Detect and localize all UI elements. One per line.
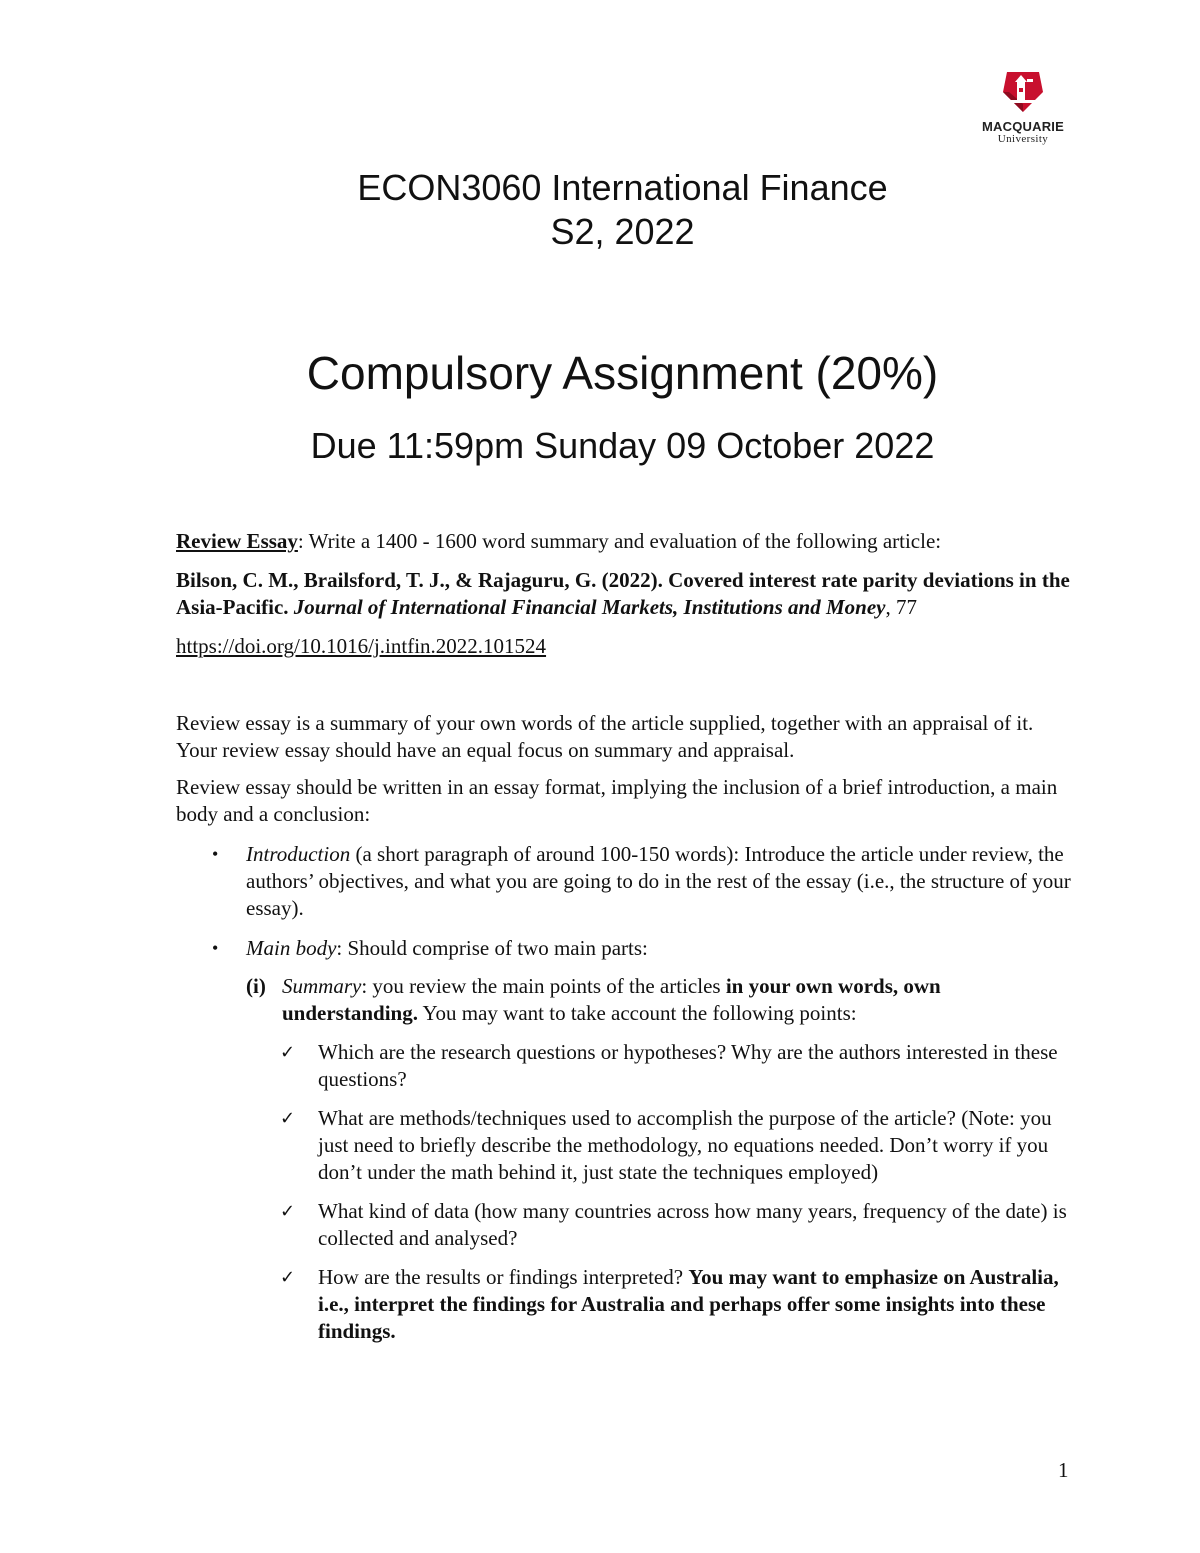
summary-text: : you review the main points of the articles — [361, 974, 726, 998]
review-essay-label: Review Essay — [176, 529, 298, 553]
summary-number: (i) — [246, 974, 266, 998]
course-name: ECON3060 International Finance — [357, 167, 888, 208]
citation-journal: Journal of International Financial Markets, Institutions and Money — [293, 595, 886, 619]
paragraph-2: Review essay should be written in an essay format, implying the inclusion of a brief introduction, a main body and a conclusion: — [176, 775, 1058, 826]
check-item — [176, 1198, 1076, 1252]
bullet-icon: • — [212, 844, 219, 864]
summary-text-2: You may want to take account the following points: — [417, 1001, 857, 1025]
course-title — [0, 166, 1200, 254]
check-bold-text: You may want to emphasize on Australia, i.e., interpret the findings for Australia and perhaps offer some insights into these findings. — [318, 1265, 1059, 1343]
macquarie-lighthouse-icon — [1001, 70, 1045, 114]
review-essay-text: : Write a 1400 - 1600 word summary and evaluation of the following article: — [297, 529, 942, 553]
checkmark-icon: ✓ — [280, 1267, 296, 1288]
checkmark-icon: ✓ — [280, 1201, 296, 1222]
check-text: Which are the research questions or hypotheses? Why are the authors interested in these questions? — [318, 1040, 1058, 1091]
review-essay-instruction — [176, 528, 1076, 555]
document-body — [176, 528, 1076, 1345]
summary-bold: in your own words, own understanding. — [282, 974, 941, 1025]
university-logo — [976, 70, 1070, 160]
logo-wordmark: MACQUARIE — [982, 119, 1064, 134]
check-item — [176, 1105, 1076, 1186]
check-text: What kind of data (how many countries across how many years, frequency of the date) is collected and analysed? — [318, 1199, 1067, 1250]
summary-item — [176, 973, 1076, 1027]
bullet-text: : Should comprise of two main parts: — [336, 936, 648, 960]
check-item — [176, 1264, 1076, 1345]
check-item — [176, 1039, 1076, 1093]
summary-term: Summary — [282, 974, 362, 998]
due-date: Due 11:59pm Sunday 09 October 2022 — [310, 425, 935, 466]
check-text: How are the results or findings interpreted? — [318, 1265, 689, 1289]
logo-subtitle: University — [997, 133, 1049, 145]
assignment-title: Compulsory Assignment (20%) — [306, 347, 939, 399]
citation-authors-title: Bilson, C. M., Brailsford, T. J., & Rajaguru, G. (2022). Covered interest rate parity deviations in the Asia-Pacific. — [176, 568, 1070, 619]
page-number: 1 — [1058, 1458, 1069, 1482]
bullet-term: Main body — [246, 936, 337, 960]
citation-volume: , 77 — [885, 595, 917, 619]
checkmark-icon: ✓ — [280, 1042, 296, 1063]
bullet-text: (a short paragraph of around 100-150 words): Introduce the article under review, the authors’ objectives, and what you are going to do in the rest of the essay (i.e., the structure of your essay). — [246, 842, 1071, 920]
course-term: S2, 2022 — [550, 211, 695, 252]
bullet-icon: • — [212, 938, 219, 958]
doi-link[interactable]: https://doi.org/10.1016/j.intfin.2022.101524 — [176, 634, 547, 658]
checkmark-icon: ✓ — [280, 1108, 296, 1129]
check-text: What are methods/techniques used to accomplish the purpose of the article? (Note: you just need to briefly describe the methodology, no equations needed. Don’t worry if you don’t under the math behind it, just state the techniques employed) — [318, 1106, 1052, 1184]
article-citation — [176, 567, 1076, 621]
bullet-introduction — [176, 841, 1076, 922]
bullet-term: Introduction — [246, 842, 351, 866]
bullet-main-body — [176, 935, 1076, 962]
paragraph-1: Review essay is a summary of your own words of the article supplied, together with an appraisal of it. Your review essay should have an equal focus on summary and appraisal. — [176, 711, 1034, 762]
